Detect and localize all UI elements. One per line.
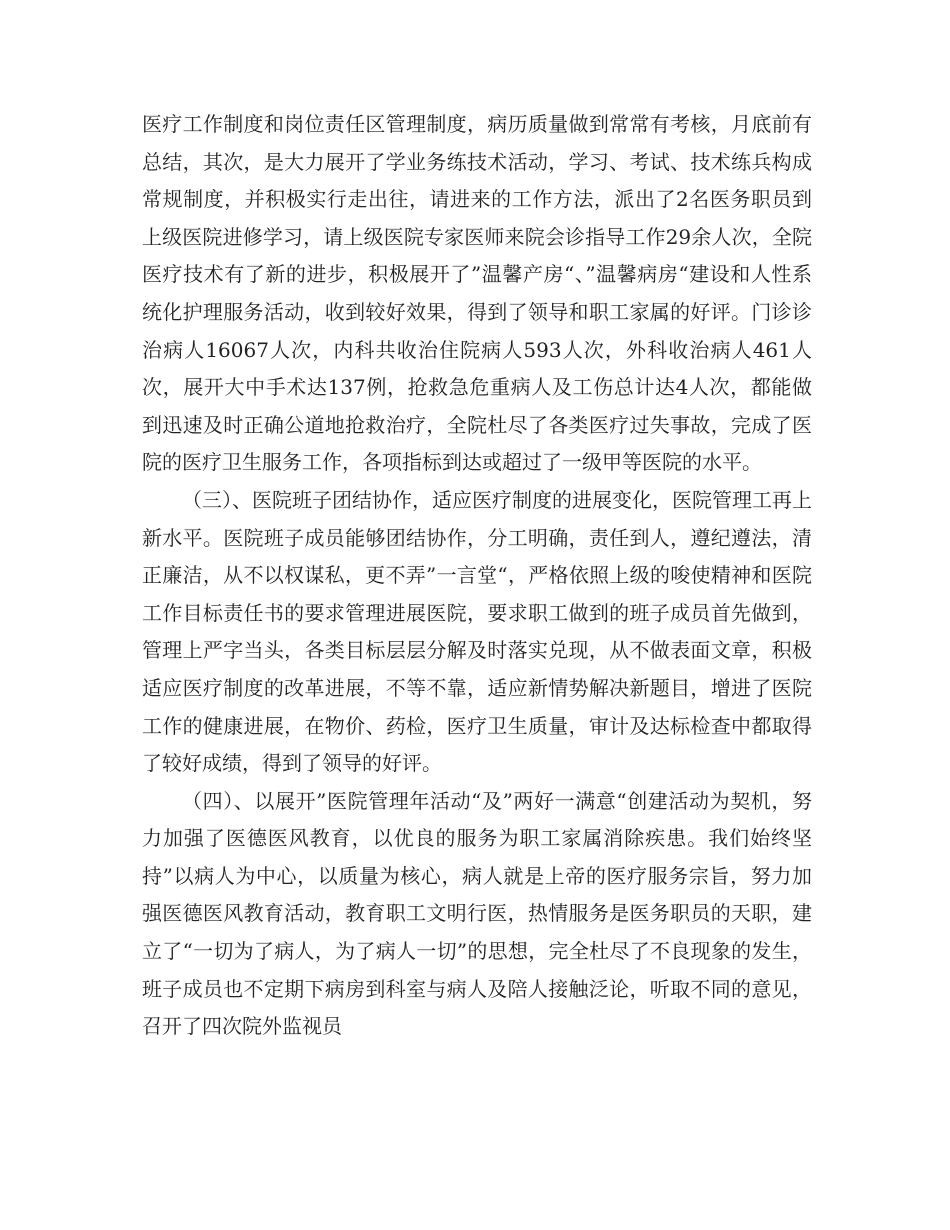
paragraph-section-three: （三）、医院班子团结协作，适应医疗制度的进展变化，医院管理工再上新水平。医院班子成员能够团结协作，分工明确，责任到人，遵纪遵法，清正廉洁，从不以权谋私，更不弄”一言堂“，严格依照上级的唆使精神和医院工作目标责任书的要求管理进展医院，要求职工做到的班子成员首先做到，管理上严字当头，各类目标层层分解及时落实兑现，从不做表面文章，积极适应医疗制度的改革进展，不等不靠，适应新情势解决新题目，增进了医院工作的健康进展，在物价、药检，医疗卫生质量，审计及达标检查中都取得了较好成绩，得到了领导的好评。 [142,487,812,776]
body-text [142,106,812,1046]
paragraph-section-four: （四）、以展开”医院管理年活动“及”两好一满意“创建活动为契机，努力加强了医德医风教育，以优良的服务为职工家属消除疾患。我们始终坚持”以病人为中心，以质量为核心，病人就是上帝的医疗服务宗旨，努力加强医德医风教育活动，教育职工文明行医，热情服务是医务职员的天职，建立了“一切为了病人，为了病人一切”的思想，完全杜尽了不良现象的发生，班子成员也不定期下病房到科室与病人及陪人接触泛论，听取不同的意见，召开了四次院外监视员 [142,788,812,1039]
paragraph-continuation: 医疗工作制度和岗位责任区管理制度，病历质量做到常常有考核，月底前有总结，其次，是大力展开了学业务练技术活动，学习、考试、技术练兵构成常规制度，并积极实行走出往，请进来的工作方法，派出了2名医务职员到上级医院进修学习，请上级医院专家医师来院会诊指导工作29余人次，全院医疗技术有了新的进步，积极展开了”温馨产房“、”温馨病房“建设和人性系统化护理服务活动，收到较好效果，得到了领导和职工家属的好评。门诊诊治病人16067人次，内科共收治住院病人593人次，外科收治病人461人次，展开大中手术达137例，抢救急危重病人及工伤总计达4人次，都能做到迅速及时正确公道地抢救治疗，全院杜尽了各类医疗过失事故，完成了医院的医疗卫生服务工作，各项指标到达或超过了一级甲等医院的水平。 [142,112,812,475]
